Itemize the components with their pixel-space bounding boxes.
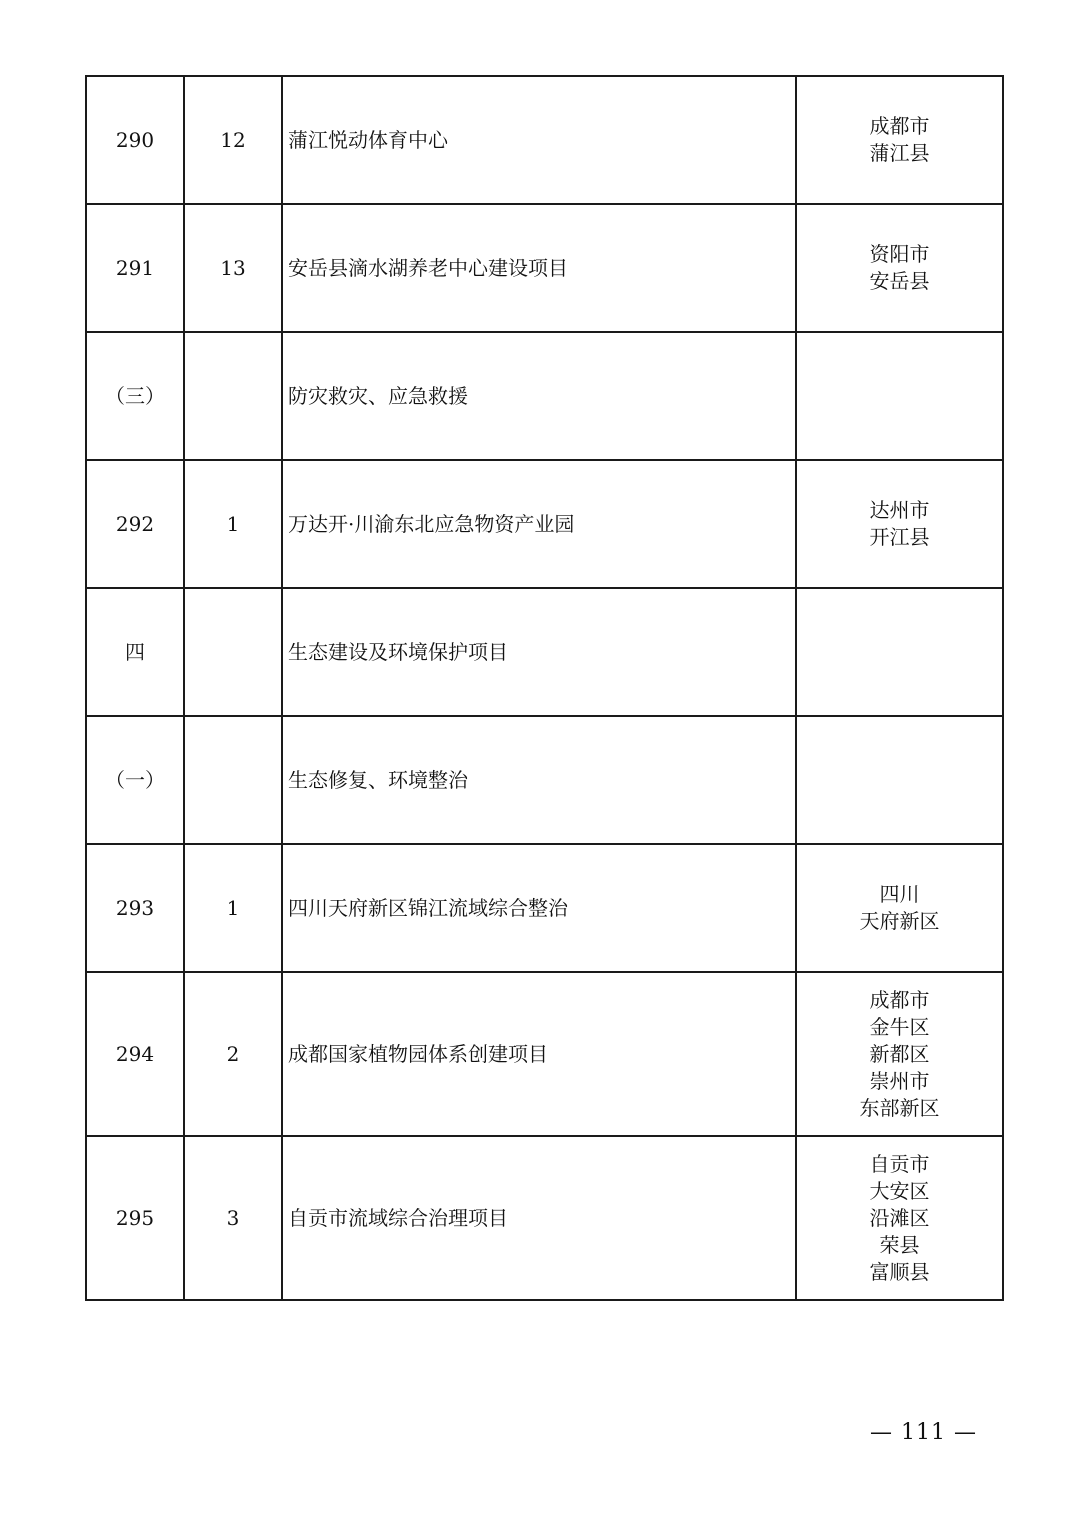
table-row [86,332,1003,460]
row-sub-seq [184,716,282,844]
row-sub-seq [184,588,282,716]
location-line: 蒲江县 [869,141,930,165]
row-project-name: 万达开·川渝东北应急物资产业园 [282,460,796,588]
row-location [796,76,1003,204]
location-line: 荣县 [879,1232,920,1257]
page-number: — 111 — [870,1420,977,1445]
row-project-name: 四川天府新区锦江流域综合整治 [282,844,796,972]
row-seq: 290 [86,76,184,204]
row-location [796,204,1003,332]
row-project-name: 生态建设及环境保护项目 [282,588,796,716]
location-line: 成都市 [869,114,930,138]
location-line: 新都区 [869,1041,930,1066]
location-line: 四川 [879,882,920,906]
location-line: 富顺县 [869,1259,930,1284]
table-row [86,1136,1003,1300]
table-row [86,588,1003,716]
location-line: 达州市 [869,498,930,522]
table-row [86,844,1003,972]
row-sub-seq: 1 [184,460,282,588]
row-project-name: 安岳县滴水湖养老中心建设项目 [282,204,796,332]
row-seq: 295 [86,1136,184,1300]
location-line: 成都市 [869,987,930,1012]
row-seq: （三） [86,332,184,460]
table-row [86,972,1003,1136]
table-row [86,460,1003,588]
row-seq: 291 [86,204,184,332]
row-seq: 294 [86,972,184,1136]
row-seq: 四 [86,588,184,716]
row-project-name: 自贡市流域综合治理项目 [282,1136,796,1300]
table-row [86,716,1003,844]
row-project-name: 防灾救灾、应急救援 [282,332,796,460]
row-location [796,460,1003,588]
row-location [796,332,1003,460]
location-line: 东部新区 [859,1095,940,1120]
row-seq: 292 [86,460,184,588]
row-seq: （一） [86,716,184,844]
row-seq: 293 [86,844,184,972]
row-project-name: 生态修复、环境整治 [282,716,796,844]
row-sub-seq: 13 [184,204,282,332]
location-line: 自贡市 [869,1151,930,1176]
location-line: 资阳市 [869,242,930,266]
row-sub-seq: 1 [184,844,282,972]
row-location [796,716,1003,844]
location-line: 安岳县 [869,269,930,293]
location-line: 天府新区 [859,909,940,933]
row-project-name: 蒲江悦动体育中心 [282,76,796,204]
location-line: 沿滩区 [869,1205,930,1230]
row-location [796,972,1003,1136]
table-row [86,76,1003,204]
row-location [796,844,1003,972]
row-sub-seq: 2 [184,972,282,1136]
row-sub-seq: 12 [184,76,282,204]
location-line: 大安区 [869,1178,930,1203]
row-location [796,588,1003,716]
row-sub-seq: 3 [184,1136,282,1300]
location-line: 金牛区 [869,1014,930,1039]
project-table [85,75,1004,1301]
table-row [86,204,1003,332]
row-location [796,1136,1003,1300]
location-line: 开江县 [869,525,930,549]
row-project-name: 成都国家植物园体系创建项目 [282,972,796,1136]
row-sub-seq [184,332,282,460]
location-line: 崇州市 [869,1068,930,1093]
